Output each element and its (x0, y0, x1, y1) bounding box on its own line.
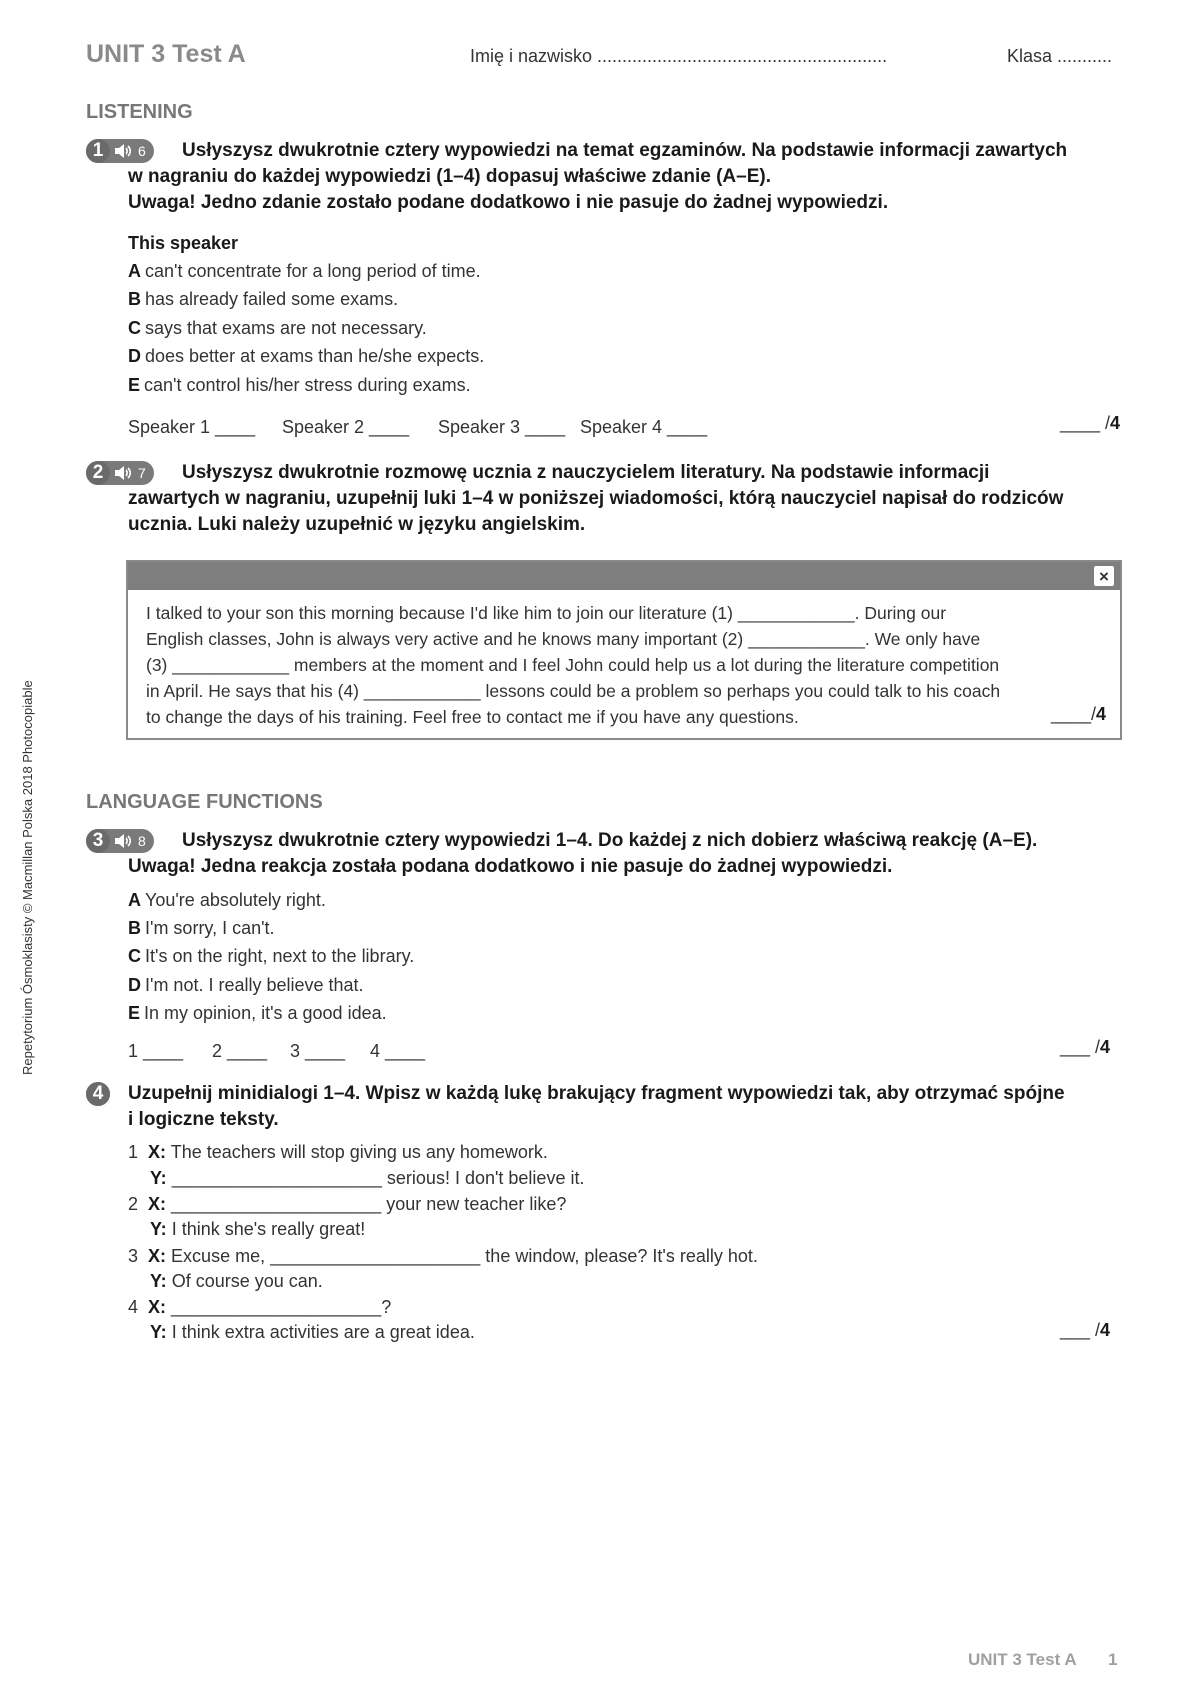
message-line: in April. He says that his (4) ____________ lessons could be a problem so perhaps you could talk to his coach (146, 681, 1001, 701)
exercise-3-instruction-line-2: Uwaga! Jedna reakcja została podana dodatkowo i nie pasuje do żadnej wypowiedzi. (128, 856, 893, 877)
answer-4[interactable]: 4 ____ (370, 1041, 426, 1061)
dialogue-1-x: 1 X: The teachers will stop giving us any homework. (128, 1142, 548, 1162)
message-title-bar (128, 562, 1120, 590)
page-number: 1 (1108, 1650, 1118, 1669)
answer-3[interactable]: 3 ____ (290, 1041, 346, 1061)
exercise-4-instruction-line-2: i logiczne teksty. (128, 1109, 279, 1130)
track-number: 8 (138, 833, 146, 849)
message-line: I talked to your son this morning because I'd like him to join our literature (1) ____________. During our (146, 603, 947, 623)
speaker-icon (114, 144, 132, 158)
message-line: English classes, John is always very active and he knows many important (2) ____________. We only have (146, 629, 981, 649)
speaker-icon (114, 834, 132, 848)
dialogue-2-y: Y: I think she's really great! (150, 1219, 366, 1239)
track-number: 6 (138, 143, 146, 159)
exercise-number: 3 (86, 829, 110, 853)
option-a: A can't concentrate for a long period of time. (128, 261, 481, 281)
dialogue-4-y: Y: I think extra activities are a great idea. (150, 1322, 475, 1342)
copyright-notice: Repetytorium Ósmoklasisty © Macmillan Polska 2018 Photocopiable (20, 680, 35, 1075)
exercise-2-instruction-line-3: ucznia. Luki należy uzupełnić w języku angielskim. (128, 514, 586, 535)
page-title: UNIT 3 Test A (86, 40, 246, 68)
name-field[interactable]: Imię i nazwisko .......................................................... (470, 46, 888, 66)
message-window (126, 560, 1122, 740)
exercise-1-instruction-line-2: w nagraniu do każdej wypowiedzi (1–4) dopasuj właściwe zdanie (A–E). (128, 166, 771, 187)
exercise-4-score: ___ /4 (1060, 1320, 1111, 1340)
exercise-2-instruction-line-2: zawartych w nagraniu, uzupełnij luki 1–4 w poniższej wiadomości, którą nauczyciel napisał do rodziców (128, 488, 1064, 509)
option-e: E can't control his/her stress during exams. (128, 375, 471, 395)
reaction-e: E In my opinion, it's a good idea. (128, 1003, 387, 1023)
exercise-1-score: ____ /4 (1060, 413, 1121, 433)
exercise-1-instruction-line-3: Uwaga! Jedno zdanie zostało podane dodatkowo i nie pasuje do żadnej wypowiedzi. (128, 192, 889, 213)
exercise-number: 1 (86, 139, 110, 163)
exercise-2-instruction-line-1: Usłyszysz dwukrotnie rozmowę ucznia z nauczycielem literatury. Na podstawie informacji (182, 462, 990, 483)
reaction-b: B I'm sorry, I can't. (128, 918, 275, 938)
class-field[interactable]: Klasa ........... (1007, 46, 1113, 66)
answer-speaker-2[interactable]: Speaker 2 ____ (282, 417, 410, 437)
section-heading-language-functions: LANGUAGE FUNCTIONS (86, 791, 323, 813)
reaction-c: C It's on the right, next to the library. (128, 946, 415, 966)
track-number: 7 (138, 465, 146, 481)
exercise-number: 2 (86, 461, 110, 485)
close-icon[interactable]: × (1094, 566, 1114, 586)
option-b: B has already failed some exams. (128, 289, 399, 309)
message-line: to change the days of his training. Feel free to contact me if you have any questions. (146, 707, 799, 727)
reaction-d: D I'm not. I really believe that. (128, 975, 364, 995)
option-c: C says that exams are not necessary. (128, 318, 427, 338)
dialogue-1-y[interactable]: Y: _____________________ serious! I don't believe it. (150, 1168, 585, 1188)
exercise-4-instruction-line-1: Uzupełnij minidialogi 1–4. Wpisz w każdą lukę brakujący fragment wypowiedzi tak, aby otrzymać spójne (128, 1083, 1065, 1104)
option-d: D does better at exams than he/she expects. (128, 346, 485, 366)
answer-1[interactable]: 1 ____ (128, 1041, 184, 1061)
exercise-1-stem: This speaker (128, 233, 239, 253)
answer-2[interactable]: 2 ____ (212, 1041, 268, 1061)
exercise-1-badge (86, 139, 154, 163)
exercise-number: 4 (86, 1082, 110, 1106)
dialogue-4-x[interactable]: 4 X: _____________________? (128, 1297, 392, 1317)
footer-unit-label: UNIT 3 Test A (968, 1650, 1077, 1669)
section-heading-listening: LISTENING (86, 101, 193, 123)
exercise-1-instruction-line-1: Usłyszysz dwukrotnie cztery wypowiedzi na temat egzaminów. Na podstawie informacji zawartych (182, 140, 1068, 161)
exercise-3-instruction-line-1: Usłyszysz dwukrotnie cztery wypowiedzi 1–4. Do każdej z nich dobierz właściwą reakcję (A–E). (182, 830, 1038, 851)
exercise-3-score: ___ /4 (1060, 1037, 1111, 1057)
exercise-4-badge (86, 1082, 110, 1106)
dialogue-3-x[interactable]: 3 X: Excuse me, _____________________ the window, please? It's really hot. (128, 1246, 758, 1266)
answer-speaker-3[interactable]: Speaker 3 ____ (438, 417, 566, 437)
answer-speaker-4[interactable]: Speaker 4 ____ (580, 417, 708, 437)
dialogue-2-x[interactable]: 2 X: _____________________ your new teacher like? (128, 1194, 567, 1214)
answer-speaker-1[interactable]: Speaker 1 ____ (128, 417, 256, 437)
exercise-2-badge (86, 461, 154, 485)
message-body (146, 600, 1106, 730)
exercise-2-score: ____/4 (1050, 704, 1106, 724)
speaker-icon (114, 466, 132, 480)
reaction-a: A You're absolutely right. (128, 890, 326, 910)
exercise-3-badge (86, 829, 154, 853)
dialogue-3-y: Y: Of course you can. (150, 1271, 323, 1291)
message-line: (3) ____________ members at the moment and I feel John could help us a lot during the literature competition (146, 655, 1000, 675)
